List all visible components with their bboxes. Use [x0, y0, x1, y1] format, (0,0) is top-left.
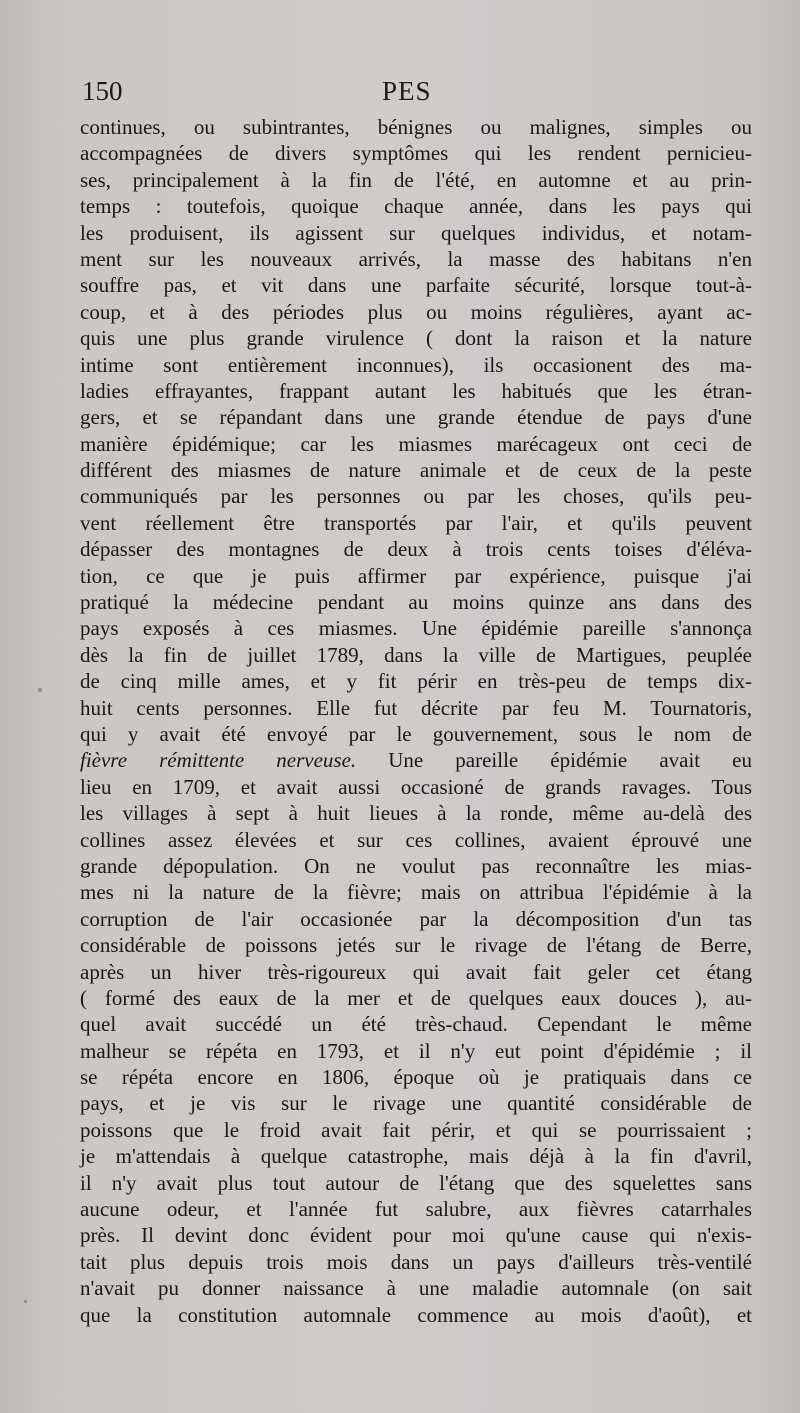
text-line: ( formé des eaux de la mer et de quelques eaux douces ), au-	[80, 985, 752, 1010]
text-line: se répéta encore en 1806, époque où je pratiquais dans ce	[80, 1065, 752, 1090]
text-line: aucune odeur, et l'année fut salubre, aux fièvres catarrhales	[80, 1197, 752, 1222]
text-line: après un hiver très-rigoureux qui avait fait geler cet étang	[80, 959, 752, 984]
text-line: qui y avait été envoyé par le gouvernement, sous le nom de	[80, 721, 752, 746]
text-line: huit cents personnes. Elle fut décrite par feu M. Tournatoris,	[80, 695, 752, 720]
text-line: manière épidémique; car les miasmes marécageux ont ceci de	[80, 431, 752, 456]
text-line: intime sont entièrement inconnues), ils occasionent des ma-	[80, 352, 752, 377]
text-line: dépasser des montagnes de deux à trois cents toises d'éléva-	[80, 537, 752, 562]
text-line: je m'attendais à quelque catastrophe, mais déjà à la fin d'avril,	[80, 1144, 752, 1169]
text-line: corruption de l'air occasionée par la décomposition d'un tas	[80, 906, 752, 931]
text-line: grande dépopulation. On ne voulut pas reconnaître les mias-	[80, 853, 752, 878]
text-line: tion, ce que je puis affirmer par expérience, puisque j'ai	[80, 563, 752, 588]
text-line: près. Il devint donc évident pour moi qu'une cause qui n'exis-	[80, 1223, 752, 1248]
text-line: gers, et se répandant dans une grande étendue de pays d'une	[80, 405, 752, 430]
text-line: tait plus depuis trois mois dans un pays d'ailleurs très-ventilé	[80, 1249, 752, 1274]
text-line: accompagnées de divers symptômes qui les rendent pernicieu-	[80, 141, 752, 166]
text-line: les villages à sept à huit lieues à la ronde, même au-delà des	[80, 801, 752, 826]
paper-speck	[24, 1300, 27, 1303]
text-line: communiqués par les personnes ou par les choses, qu'ils peu-	[80, 484, 752, 509]
text-line: ses, principalement à la fin de l'été, en automne et au prin-	[80, 167, 752, 192]
text-line: mes ni la nature de la fièvre; mais on attribua l'épidémie à la	[80, 880, 752, 905]
body-text	[80, 114, 752, 1328]
text-line: de cinq mille ames, et y fit périr en très-peu de temps dix-	[80, 669, 752, 694]
text-line: considérable de poissons jetés sur le rivage de l'étang de Berre,	[80, 933, 752, 958]
text-line: quis une plus grande virulence ( dont la raison et la nature	[80, 326, 752, 351]
paper-speck	[38, 688, 42, 692]
text-line: dès la fin de juillet 1789, dans la ville de Martigues, peuplée	[80, 642, 752, 667]
text-line: les produisent, ils agissent sur quelques individus, et notam-	[80, 220, 752, 245]
text-line: pays exposés à ces miasmes. Une épidémie pareille s'annonça	[80, 616, 752, 641]
italic-disease-name: fièvre rémittente nerveuse.	[80, 748, 357, 773]
page-number: 150	[82, 76, 123, 106]
text-line: ladies effrayantes, frappant autant les habitués que les étran-	[80, 378, 752, 403]
text-line: lieu en 1709, et avait aussi occasioné de grands ravages. Tous	[80, 774, 752, 799]
text-line: il n'y avait plus tout autour de l'étang que des squelettes sans	[80, 1170, 752, 1195]
text-line: malheur se répéta en 1793, et il n'y eut point d'épidémie ; il	[80, 1038, 752, 1063]
text-line: poissons que le froid avait fait périr, et qui se pourrissaient ;	[80, 1117, 752, 1142]
text-line: continues, ou subintrantes, bénignes ou malignes, simples ou	[80, 115, 752, 139]
text-line: collines assez élevées et sur ces collines, avaient éprouvé une	[80, 827, 752, 852]
text-line: coup, et à des périodes plus ou moins régulières, ayant ac-	[80, 299, 752, 324]
text-line: que la constitution automnale commence au mois d'août), et	[80, 1302, 752, 1327]
text-line: différent des miasmes de nature animale et de ceux de la peste	[80, 458, 752, 483]
text-line: pays, et je vis sur le rivage une quantité considérable de	[80, 1091, 752, 1116]
text-line: vent réellement être transportés par l'air, et qu'ils peuvent	[80, 510, 752, 535]
running-head	[82, 76, 752, 110]
text-line: souffre pas, et vit dans une parfaite sécurité, lorsque tout-à-	[80, 273, 752, 298]
text-line-with-italic	[80, 747, 752, 773]
text-line-rest: Une pareille épidémie avait eu	[356, 748, 753, 773]
text-line: ment sur les nouveaux arrivés, la masse des habitans n'en	[80, 246, 752, 271]
text-line: temps : toutefois, quoique chaque année, dans les pays qui	[80, 194, 752, 219]
running-title: PES	[382, 76, 432, 106]
text-line: quel avait succédé un été très-chaud. Cependant le même	[80, 1012, 752, 1037]
text-line: n'avait pu donner naissance à une maladie automnale (on sait	[80, 1276, 752, 1301]
text-line: pratiqué la médecine pendant au moins quinze ans dans des	[80, 590, 752, 615]
